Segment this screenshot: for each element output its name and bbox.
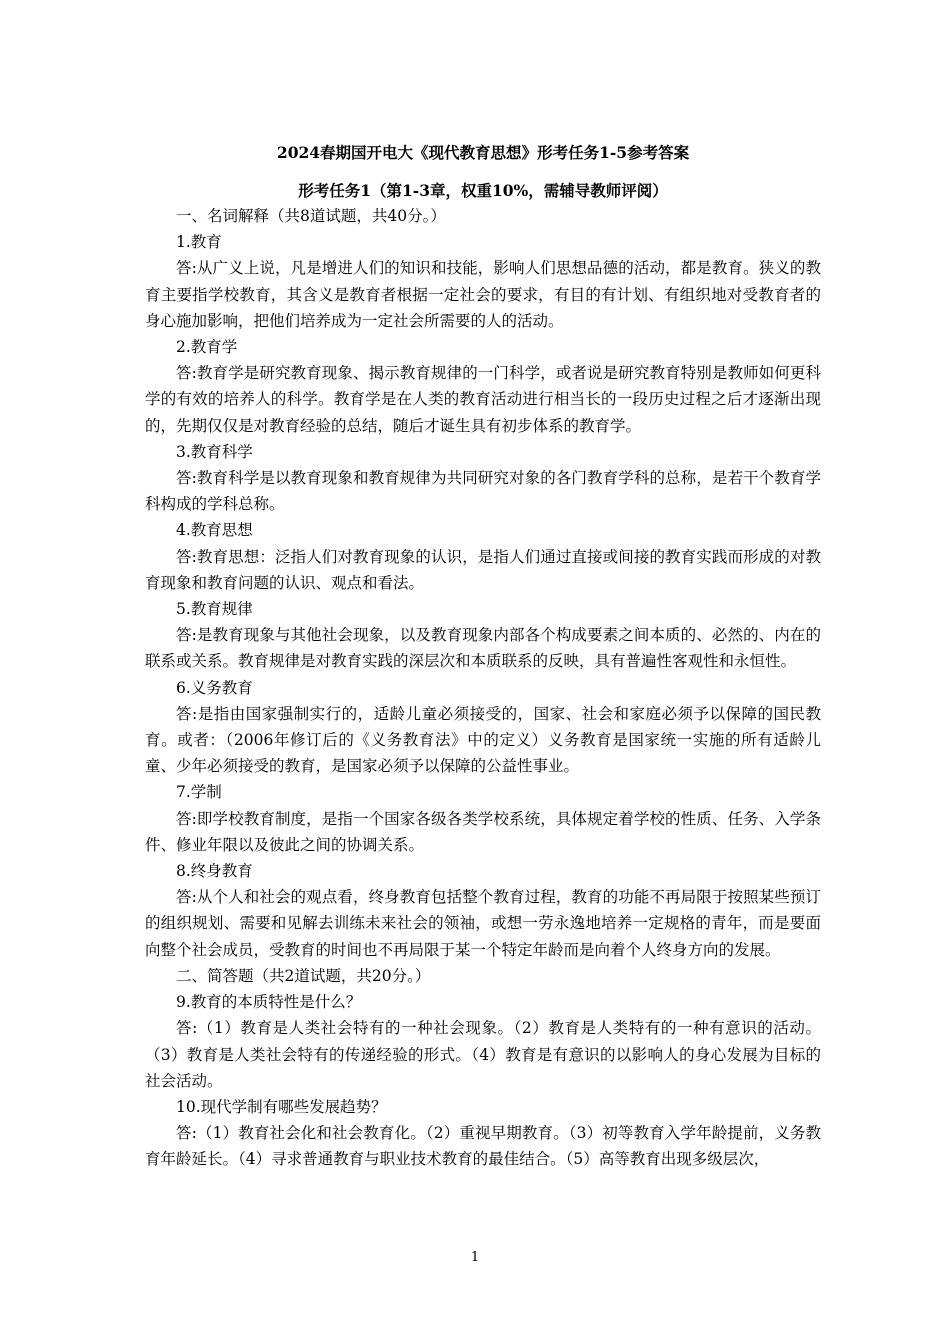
question-term: 2.教育学 — [176, 338, 238, 357]
answer-paragraph: 答:教育学是研究教育现象、揭示教育规律的一门科学，或者说是研究教育特别是教师如何更科学的有效的培养人的科学。教育学是在人类的教育活动进行相当长的一段历史过程之后才逐渐出现的，先期仅仅是对教育经验的总结，随后才诞生具有初步体系的教育学。 — [145, 364, 821, 435]
answer-paragraph: 答:从个人和社会的观点看，终身教育包括整个教育过程，教育的功能不再局限于按照某些预订的组织规划、需要和见解去训练未来社会的领袖，或想一劳永逸地培养一定规格的青年，而是要面向整个社会成员，受教育的时间也不再局限于某一个特定年龄而是向着个人终身方向的发展。 — [145, 888, 821, 959]
answer-paragraph: 答:（1）教育是人类社会特有的一种社会现象。（2）教育是人类特有的一种有意识的活动。（3）教育是人类社会特有的传递经验的形式。（4）教育是有意识的以影响人的身心发展为目标的社会活动。 — [145, 1019, 821, 1090]
part-heading: 二、简答题（共2道试题，共20分。） — [176, 966, 431, 985]
question-text: 9.教育的本质特性是什么？ — [176, 993, 362, 1012]
answer-paragraph: 答:是指由国家强制实行的，适龄儿童必须接受的，国家、社会和家庭必须予以保障的国民教育。或者：（2006年修订后的《义务教育法》中的定义）义务教育是国家统一实施的所有适龄儿童、少年必须接受的教育，是国家必须予以保障的公益性事业。 — [145, 704, 821, 776]
document-body — [145, 142, 821, 1173]
answer-paragraph: 答:（1）教育社会化和社会教育化。（2）重视早期教育。（3）初等教育入学年龄提前，义务教育年龄延长。（4）寻求普通教育与职业技术教育的最佳结合。（5）高等教育出现多级层次， — [145, 1124, 821, 1169]
question-term: 4.教育思想 — [176, 521, 253, 540]
question-term: 6.义务教育 — [176, 678, 253, 697]
answer-paragraph: 答:教育思想：泛指人们对教育现象的认识，是指人们通过直接或间接的教育实践而形成的对教育现象和教育问题的认识、观点和看法。 — [145, 547, 821, 592]
answer-paragraph: 答:从广义上说，凡是增进人们的知识和技能，影响人们思想品德的活动，都是教育。狭义的教育主要指学校教育，其含义是教育者根据一定社会的要求，有目的有计划、有组织地对受教育者的身心施加影响，把他们培养成为一定社会所需要的人的活动。 — [145, 259, 821, 330]
question-text: 10.现代学制有哪些发展趋势？ — [176, 1097, 387, 1116]
question-term: 1.教育 — [176, 233, 222, 252]
answer-paragraph: 答:即学校教育制度，是指一个国家各级各类学校系统，具体规定着学校的性质、任务、入学条件、修业年限以及彼此之间的协调关系。 — [145, 809, 821, 854]
question-term: 3.教育科学 — [176, 442, 253, 461]
answer-paragraph: 答:是教育现象与其他社会现象，以及教育现象内部各个构成要素之间本质的、必然的、内在的联系或关系。教育规律是对教育实践的深层次和本质联系的反映，具有普遍性客观性和永恒性。 — [145, 626, 821, 671]
answer-paragraph: 答:教育科学是以教育现象和教育规律为共同研究对象的各门教育学科的总称，是若干个教育学科构成的学科总称。 — [145, 469, 821, 514]
document-title: 2024春期国开电大《现代教育思想》形考任务1-5参考答案 — [276, 143, 690, 162]
section-heading: 形考任务1（第1-3章，权重10%，需辅导教师评阅） — [298, 181, 668, 200]
part-heading: 一、名词解释（共8道试题，共40分。） — [176, 207, 446, 225]
question-term: 7.学制 — [176, 783, 222, 802]
page-number: 1 — [470, 1250, 480, 1265]
question-term: 8.终身教育 — [176, 862, 253, 881]
question-term: 5.教育规律 — [176, 600, 253, 619]
